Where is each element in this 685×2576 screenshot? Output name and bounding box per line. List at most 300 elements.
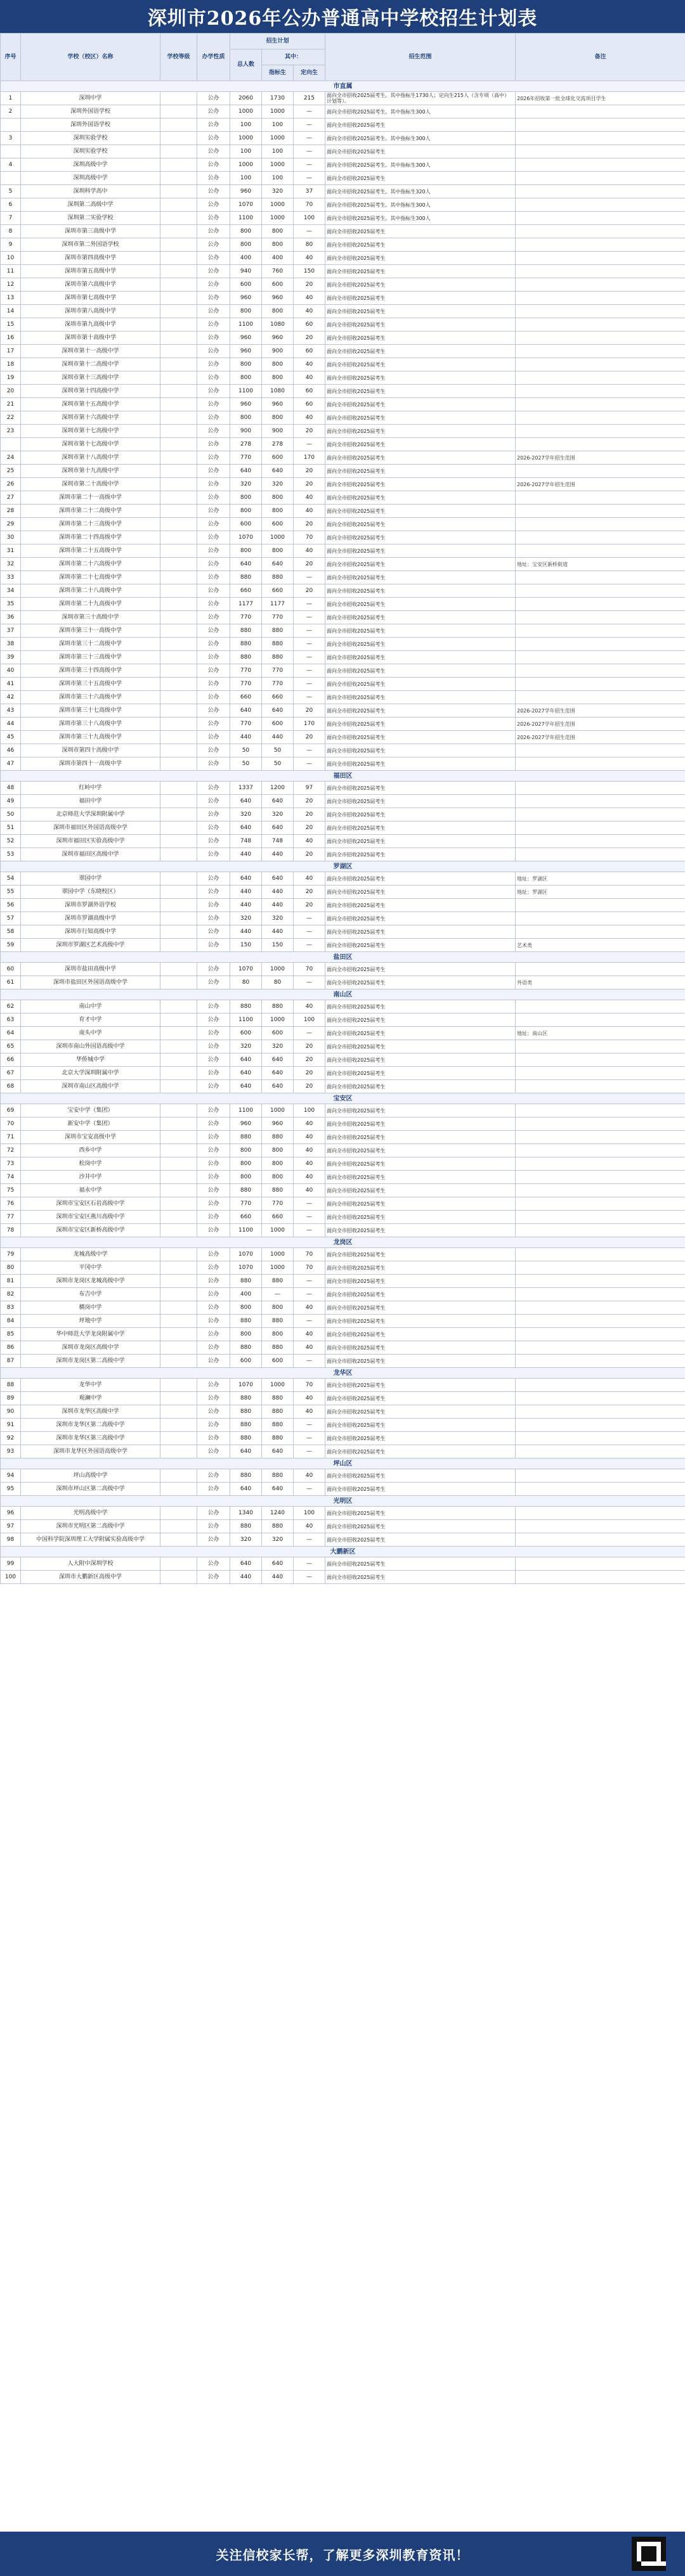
- cell-school: 深圳市罗湖外语学校: [21, 899, 160, 912]
- cell-type: 公办: [197, 212, 230, 225]
- table-row: [1, 1014, 685, 1027]
- region-row: [1, 1368, 685, 1379]
- cell-total: 440: [230, 925, 262, 939]
- cell-scope: 面向全市招收2025届考生: [325, 491, 516, 505]
- cell-note: [516, 1445, 685, 1459]
- cell-dingxiang: 40: [294, 1000, 325, 1014]
- cell-school: 深圳市盐田高级中学: [21, 963, 160, 976]
- cell-seq: 91: [1, 1419, 21, 1432]
- cell-indicator: 400: [262, 252, 294, 265]
- cell-total: 600: [230, 518, 262, 531]
- cell-grade: [160, 976, 197, 989]
- cell-scope: 面向全市招收2025届考生: [325, 558, 516, 571]
- cell-scope: 面向全市招收2025届考生: [325, 899, 516, 912]
- cell-grade: [160, 1419, 197, 1432]
- cell-school: 深圳市第二十六高级中学: [21, 558, 160, 571]
- cell-seq: 86: [1, 1341, 21, 1355]
- cell-total: 600: [230, 1355, 262, 1368]
- cell-type: 公办: [197, 398, 230, 411]
- cell-seq: 24: [1, 451, 21, 465]
- cell-grade: [160, 651, 197, 664]
- cell-school: 中国科学院深圳理工大学附属实验高级中学: [21, 1533, 160, 1547]
- cell-seq: 57: [1, 912, 21, 925]
- cell-dingxiang: 60: [294, 398, 325, 411]
- cell-type: 公办: [197, 1405, 230, 1419]
- cell-note: 外语类: [516, 976, 685, 989]
- cell-dingxiang: —: [294, 678, 325, 691]
- cell-note: [516, 1288, 685, 1301]
- cell-note: [516, 371, 685, 385]
- cell-total: 960: [230, 398, 262, 411]
- cell-total: 940: [230, 265, 262, 278]
- cell-grade: [160, 821, 197, 835]
- cell-school: 深圳市龙华区外国语高级中学: [21, 1445, 160, 1459]
- cell-school: 深圳市第二十三高级中学: [21, 518, 160, 531]
- cell-school: 深圳市龙岗区第二高级中学: [21, 1355, 160, 1368]
- cell-scope: 面向全市招收2025届考生: [325, 544, 516, 558]
- cell-dingxiang: —: [294, 1288, 325, 1301]
- cell-total: 880: [230, 1341, 262, 1355]
- cell-scope: 面向全市招收2025届考生: [325, 1104, 516, 1117]
- cell-type: 公办: [197, 624, 230, 638]
- cell-indicator: 600: [262, 518, 294, 531]
- cell-total: 960: [230, 332, 262, 345]
- cell-dingxiang: 40: [294, 305, 325, 318]
- cell-indicator: 660: [262, 1211, 294, 1224]
- cell-scope: 面向全市招收2025届考生: [325, 465, 516, 478]
- cell-note: [516, 1571, 685, 1584]
- table-row: [1, 691, 685, 704]
- cell-dingxiang: 20: [294, 1040, 325, 1053]
- cell-total: 1100: [230, 318, 262, 332]
- cell-seq: 35: [1, 598, 21, 611]
- page-title-text: 深圳市2026年公办普通高中学校招生计划表: [147, 8, 538, 30]
- header-indicator: 指标生: [262, 65, 294, 81]
- cell-seq: 14: [1, 305, 21, 318]
- cell-school: 横岗中学: [21, 1301, 160, 1315]
- table-row: [1, 872, 685, 886]
- table-row: [1, 332, 685, 345]
- cell-dingxiang: 40: [294, 1171, 325, 1184]
- cell-grade: [160, 105, 197, 119]
- cell-dingxiang: —: [294, 1419, 325, 1432]
- cell-seq: 96: [1, 1507, 21, 1520]
- cell-school: 北京大学深圳附属中学: [21, 1067, 160, 1080]
- cell-total: 640: [230, 1557, 262, 1571]
- table-row: [1, 478, 685, 491]
- cell-type: 公办: [197, 925, 230, 939]
- cell-type: 公办: [197, 1211, 230, 1224]
- cell-note: [516, 1469, 685, 1483]
- cell-note: [516, 912, 685, 925]
- cell-grade: [160, 1275, 197, 1288]
- cell-total: 1070: [230, 531, 262, 544]
- cell-grade: [160, 744, 197, 757]
- cell-seq: 8: [1, 225, 21, 238]
- cell-dingxiang: 70: [294, 963, 325, 976]
- cell-indicator: 600: [262, 1027, 294, 1040]
- cell-type: 公办: [197, 1224, 230, 1237]
- table-row: [1, 1533, 685, 1547]
- cell-dingxiang: —: [294, 438, 325, 451]
- cell-scope: 面向全市招收2025届考生: [325, 1520, 516, 1533]
- cell-indicator: 800: [262, 1328, 294, 1341]
- table-row: [1, 132, 685, 145]
- cell-total: 1100: [230, 385, 262, 398]
- cell-school: 深圳市第二外国语学校: [21, 238, 160, 252]
- cell-total: 640: [230, 465, 262, 478]
- cell-scope: 面向全市招收2025届考生: [325, 438, 516, 451]
- cell-total: 800: [230, 225, 262, 238]
- cell-seq: 23: [1, 425, 21, 438]
- cell-dingxiang: 20: [294, 425, 325, 438]
- cell-total: 880: [230, 638, 262, 651]
- region-row: [1, 861, 685, 872]
- cell-scope: 面向全市招收2025届考生: [325, 1014, 516, 1027]
- cell-type: 公办: [197, 1027, 230, 1040]
- table-row: [1, 505, 685, 518]
- cell-total: 1000: [230, 158, 262, 172]
- cell-indicator: 640: [262, 1053, 294, 1067]
- cell-grade: [160, 292, 197, 305]
- cell-indicator: 880: [262, 624, 294, 638]
- cell-indicator: 770: [262, 611, 294, 624]
- cell-type: 公办: [197, 145, 230, 158]
- cell-scope: 面向全市招收2025届考生: [325, 425, 516, 438]
- cell-school: 龙城高级中学: [21, 1248, 160, 1261]
- cell-grade: [160, 1432, 197, 1445]
- cell-note: [516, 638, 685, 651]
- cell-scope: 面向全市招收2025届考生: [325, 1131, 516, 1144]
- cell-indicator: 800: [262, 371, 294, 385]
- cell-grade: [160, 571, 197, 584]
- cell-school: 龙华中学: [21, 1379, 160, 1392]
- cell-seq: 13: [1, 292, 21, 305]
- cell-type: 公办: [197, 963, 230, 976]
- cell-note: [516, 757, 685, 771]
- table-row: [1, 345, 685, 358]
- cell-seq: 9: [1, 238, 21, 252]
- cell-note: [516, 782, 685, 795]
- cell-note: [516, 1053, 685, 1067]
- cell-dingxiang: —: [294, 225, 325, 238]
- cell-total: 880: [230, 1419, 262, 1432]
- cell-type: 公办: [197, 1328, 230, 1341]
- cell-seq: 5: [1, 185, 21, 198]
- cell-seq: 56: [1, 899, 21, 912]
- cell-grade: [160, 558, 197, 571]
- cell-seq: 76: [1, 1197, 21, 1211]
- cell-total: 880: [230, 624, 262, 638]
- cell-type: 公办: [197, 411, 230, 425]
- cell-school: 深圳市第三十七高级中学: [21, 704, 160, 718]
- cell-scope: 面向全市招收2025届考生: [325, 611, 516, 624]
- cell-scope: 面向全市招收2025届考生: [325, 872, 516, 886]
- table-container[interactable]: [0, 33, 685, 2532]
- cell-dingxiang: —: [294, 925, 325, 939]
- cell-seq: 97: [1, 1520, 21, 1533]
- cell-seq: 85: [1, 1328, 21, 1341]
- cell-school: 深圳市第十八高级中学: [21, 451, 160, 465]
- cell-indicator: 640: [262, 821, 294, 835]
- cell-type: 公办: [197, 835, 230, 848]
- cell-total: 320: [230, 912, 262, 925]
- cell-indicator: 880: [262, 1184, 294, 1197]
- cell-school: 新安中学（集团）: [21, 1117, 160, 1131]
- cell-note: [516, 531, 685, 544]
- table-row: [1, 1315, 685, 1328]
- cell-school: 深圳市第三十四高级中学: [21, 664, 160, 678]
- cell-scope: 面向全市招收2025届考生: [325, 1483, 516, 1496]
- cell-seq: 46: [1, 744, 21, 757]
- cell-total: 100: [230, 119, 262, 132]
- cell-total: 440: [230, 886, 262, 899]
- cell-scope: 面向全市招收2025届考生: [325, 505, 516, 518]
- cell-type: 公办: [197, 132, 230, 145]
- cell-dingxiang: —: [294, 1224, 325, 1237]
- cell-type: 公办: [197, 651, 230, 664]
- cell-note: [516, 119, 685, 132]
- cell-total: 800: [230, 1328, 262, 1341]
- cell-type: 公办: [197, 1419, 230, 1432]
- cell-dingxiang: —: [294, 976, 325, 989]
- cell-scope: 面向全市招收2025届考生: [325, 411, 516, 425]
- cell-grade: [160, 185, 197, 198]
- cell-school: 深圳市南山外国语高级中学: [21, 1040, 160, 1053]
- cell-grade: [160, 691, 197, 704]
- cell-dingxiang: —: [294, 571, 325, 584]
- cell-indicator: 1730: [262, 92, 294, 105]
- cell-dingxiang: 40: [294, 1301, 325, 1315]
- cell-seq: 94: [1, 1469, 21, 1483]
- cell-seq: 72: [1, 1144, 21, 1157]
- cell-scope: 面向全市招收2025届考生: [325, 1248, 516, 1261]
- cell-indicator: 800: [262, 1157, 294, 1171]
- cell-total: 150: [230, 939, 262, 952]
- cell-school: 坪山高级中学: [21, 1469, 160, 1483]
- cell-grade: [160, 963, 197, 976]
- cell-indicator: 1000: [262, 198, 294, 212]
- cell-type: 公办: [197, 1184, 230, 1197]
- cell-dingxiang: 40: [294, 1520, 325, 1533]
- cell-indicator: 880: [262, 651, 294, 664]
- cell-type: 公办: [197, 518, 230, 531]
- cell-note: [516, 1080, 685, 1093]
- cell-type: 公办: [197, 598, 230, 611]
- cell-school: 沙井中学: [21, 1171, 160, 1184]
- cell-note: [516, 1171, 685, 1184]
- cell-indicator: 600: [262, 718, 294, 731]
- cell-indicator: 880: [262, 1469, 294, 1483]
- cell-type: 公办: [197, 305, 230, 318]
- cell-scope: 面向全市招收2025届考生。其中指标生300人: [325, 158, 516, 172]
- qr-code-icon[interactable]: [632, 2537, 666, 2571]
- cell-dingxiang: —: [294, 119, 325, 132]
- cell-type: 公办: [197, 1379, 230, 1392]
- table-row: [1, 425, 685, 438]
- cell-grade: [160, 1104, 197, 1117]
- cell-type: 公办: [197, 795, 230, 808]
- cell-type: 公办: [197, 119, 230, 132]
- cell-dingxiang: 20: [294, 808, 325, 821]
- cell-scope: 面向全市招收2025届考生: [325, 1469, 516, 1483]
- cell-note: [516, 1533, 685, 1547]
- cell-dingxiang: 215: [294, 92, 325, 105]
- cell-total: 880: [230, 571, 262, 584]
- cell-school: 深圳市第十高级中学: [21, 332, 160, 345]
- cell-indicator: 960: [262, 292, 294, 305]
- table-row: [1, 744, 685, 757]
- cell-seq: 32: [1, 558, 21, 571]
- region-name: 南山区: [1, 989, 685, 1000]
- cell-note: [516, 1131, 685, 1144]
- cell-dingxiang: —: [294, 757, 325, 771]
- cell-school: 深圳市大鹏新区高级中学: [21, 1571, 160, 1584]
- cell-dingxiang: 40: [294, 1328, 325, 1341]
- cell-total: 640: [230, 704, 262, 718]
- table-row: [1, 411, 685, 425]
- cell-scope: 面向全市招收2025届考生: [325, 664, 516, 678]
- cell-note: [516, 1211, 685, 1224]
- cell-dingxiang: 100: [294, 212, 325, 225]
- cell-grade: [160, 491, 197, 505]
- cell-school: 深圳第二高级中学: [21, 198, 160, 212]
- cell-dingxiang: —: [294, 939, 325, 952]
- cell-school: 深圳市行知高级中学: [21, 925, 160, 939]
- table-row: [1, 278, 685, 292]
- cell-scope: 面向全市招收2025届考生: [325, 1080, 516, 1093]
- cell-type: 公办: [197, 691, 230, 704]
- cell-type: 公办: [197, 782, 230, 795]
- cell-indicator: 770: [262, 1197, 294, 1211]
- cell-type: 公办: [197, 718, 230, 731]
- cell-grade: [160, 1405, 197, 1419]
- cell-scope: 面向全市招收2025届考生: [325, 1040, 516, 1053]
- cell-dingxiang: —: [294, 912, 325, 925]
- table-row: [1, 664, 685, 678]
- cell-seq: 17: [1, 345, 21, 358]
- cell-type: 公办: [197, 1469, 230, 1483]
- table-row: [1, 1275, 685, 1288]
- table-row: [1, 1288, 685, 1301]
- cell-note: [516, 584, 685, 598]
- cell-indicator: 770: [262, 664, 294, 678]
- cell-grade: [160, 465, 197, 478]
- cell-indicator: 800: [262, 1144, 294, 1157]
- cell-dingxiang: 100: [294, 1104, 325, 1117]
- cell-note: [516, 1197, 685, 1211]
- cell-type: 公办: [197, 664, 230, 678]
- cell-grade: [160, 1224, 197, 1237]
- cell-dingxiang: 100: [294, 1014, 325, 1027]
- cell-grade: [160, 1000, 197, 1014]
- cell-indicator: 100: [262, 172, 294, 185]
- cell-school: 深圳市罗湖区艺术高级中学: [21, 939, 160, 952]
- cell-type: 公办: [197, 358, 230, 371]
- region-name: 福田区: [1, 771, 685, 782]
- table-row: [1, 1184, 685, 1197]
- cell-seq: 44: [1, 718, 21, 731]
- table-row: [1, 976, 685, 989]
- cell-type: 公办: [197, 1288, 230, 1301]
- table-row: [1, 531, 685, 544]
- cell-grade: [160, 731, 197, 744]
- table-row: [1, 212, 685, 225]
- cell-type: 公办: [197, 238, 230, 252]
- region-name: 市直属: [1, 81, 685, 92]
- cell-indicator: 320: [262, 912, 294, 925]
- cell-note: [516, 1328, 685, 1341]
- cell-school: 深圳市第七高级中学: [21, 292, 160, 305]
- cell-school: 布吉中学: [21, 1288, 160, 1301]
- cell-note: [516, 598, 685, 611]
- cell-indicator: 640: [262, 795, 294, 808]
- cell-note: [516, 664, 685, 678]
- cell-dingxiang: 20: [294, 465, 325, 478]
- table-row: [1, 1405, 685, 1419]
- cell-dingxiang: 40: [294, 1469, 325, 1483]
- table-row: [1, 1131, 685, 1144]
- cell-scope: 面向全市招收2025届考生: [325, 571, 516, 584]
- cell-grade: [160, 1288, 197, 1301]
- cell-seq: 93: [1, 1445, 21, 1459]
- cell-type: 公办: [197, 1171, 230, 1184]
- cell-note: [516, 292, 685, 305]
- cell-note: [516, 238, 685, 252]
- table-row: [1, 651, 685, 664]
- cell-indicator: 800: [262, 1171, 294, 1184]
- cell-scope: 面向全市招收2025届考生: [325, 744, 516, 757]
- cell-scope: 面向全市招收2025届考生: [325, 1432, 516, 1445]
- cell-grade: [160, 1507, 197, 1520]
- cell-seq: [1, 438, 21, 451]
- cell-seq: 78: [1, 1224, 21, 1237]
- cell-indicator: 748: [262, 835, 294, 848]
- cell-type: 公办: [197, 1341, 230, 1355]
- cell-grade: [160, 1211, 197, 1224]
- cell-scope: 面向全市招收2025届考生: [325, 782, 516, 795]
- cell-grade: [160, 1197, 197, 1211]
- cell-indicator: 880: [262, 1341, 294, 1355]
- cell-dingxiang: 40: [294, 1131, 325, 1144]
- region-row: [1, 1093, 685, 1104]
- cell-dingxiang: —: [294, 1197, 325, 1211]
- cell-total: 1070: [230, 198, 262, 212]
- cell-dingxiang: —: [294, 1027, 325, 1040]
- cell-scope: 面向全市招收2025届考生: [325, 371, 516, 385]
- cell-school: 深圳市第三十八高级中学: [21, 718, 160, 731]
- table-row: [1, 1507, 685, 1520]
- cell-note: [516, 132, 685, 145]
- cell-total: 770: [230, 611, 262, 624]
- table-row: [1, 1080, 685, 1093]
- cell-school: 深圳市第四十高级中学: [21, 744, 160, 757]
- cell-total: 800: [230, 1301, 262, 1315]
- cell-indicator: 1080: [262, 385, 294, 398]
- cell-total: 100: [230, 145, 262, 158]
- cell-dingxiang: 20: [294, 899, 325, 912]
- table-row: [1, 1301, 685, 1315]
- cell-scope: 面向全市招收2025届考生: [325, 1341, 516, 1355]
- cell-dingxiang: —: [294, 598, 325, 611]
- cell-grade: [160, 1315, 197, 1328]
- cell-dingxiang: —: [294, 1315, 325, 1328]
- cell-note: [516, 278, 685, 292]
- cell-school: 红岭中学: [21, 782, 160, 795]
- cell-grade: [160, 1341, 197, 1355]
- cell-indicator: 1000: [262, 531, 294, 544]
- cell-note: [516, 465, 685, 478]
